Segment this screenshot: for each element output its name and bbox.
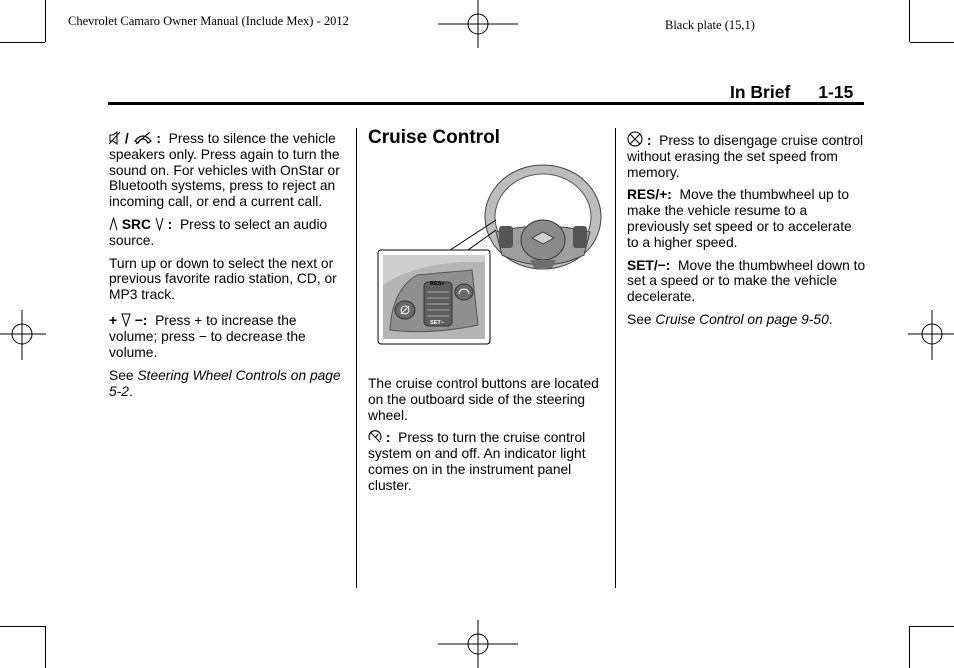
res-description: Move the thumbwheel up to make the vehicle resume to a previously set speed or to accelerate to a higher speed.	[627, 187, 852, 250]
onoff-description: Press to turn the cruise control system on and off. An indicator light comes on in the instrument panel cluster.	[368, 430, 586, 493]
volume-description: Press + to increase the volume; press − to decrease the volume.	[109, 312, 306, 360]
set-label: SET/−:	[627, 257, 671, 273]
mute-description: Press to silence the vehicle speakers only. Press again to turn the sound on. For vehicles with OnStar or Bluetooth systems, press to reject an incoming call, or end a current call.	[109, 131, 340, 210]
steering-wheel-figure	[372, 160, 604, 370]
steering-wheel-drawing	[485, 165, 601, 269]
turn-paragraph: Turn up or down to select the next or previous favorite radio station, CD, or MP3 track.	[109, 255, 337, 303]
src-label: SRC :	[109, 217, 172, 232]
mute-label: / :	[109, 131, 161, 146]
phone-end-call-icon	[133, 131, 153, 145]
res-paragraph	[627, 187, 867, 250]
figure-res-label: RES+	[430, 281, 445, 287]
see-reference-link[interactable]: Cruise Control on page 9-50	[655, 311, 829, 327]
section-header	[730, 82, 853, 103]
volume-paragraph	[109, 313, 347, 360]
see-reference-link[interactable]: Steering Wheel Controls on page 5-2	[109, 368, 341, 400]
intro-paragraph: The cruise control buttons are located on the outboard side of the steering wheel.	[368, 376, 599, 423]
registration-mark-top	[438, 0, 518, 50]
crop-mark	[910, 42, 954, 43]
column-1	[109, 131, 347, 407]
figure-set-label: SET−	[430, 320, 444, 326]
src-down-arrow-icon	[155, 217, 164, 231]
crop-mark	[0, 626, 45, 627]
page-number: 1-15	[818, 82, 854, 102]
see-reference: See Cruise Control on page 9-50.	[627, 311, 833, 327]
plate-label: Black plate (15,1)	[665, 18, 755, 32]
cancel-label: :	[627, 133, 651, 148]
crop-mark	[45, 0, 46, 42]
onoff-label: :	[368, 430, 390, 445]
registration-mark-right	[908, 310, 954, 360]
cancel-description: Press to disengage cruise control without erasing the set speed from memory.	[627, 133, 864, 180]
res-label: RES/+:	[627, 187, 672, 203]
section-title: In Brief	[730, 82, 791, 102]
column-divider	[356, 128, 357, 588]
header-rule	[108, 102, 864, 105]
src-paragraph	[109, 217, 347, 249]
volume-icon	[121, 313, 131, 327]
column-3	[627, 131, 867, 335]
cruise-cancel-icon	[627, 131, 643, 147]
speaker-mute-icon	[109, 131, 121, 145]
src-description: Press to select an audio source.	[109, 216, 328, 248]
set-paragraph	[627, 258, 867, 305]
crop-mark	[0, 42, 45, 43]
see-reference: See Steering Wheel Controls on page 5-2.	[109, 368, 341, 400]
volume-label: + −:	[109, 312, 148, 328]
src-up-arrow-icon	[109, 217, 118, 231]
doc-title: Chevrolet Camaro Owner Manual (Include Mex) - 2012	[68, 14, 349, 28]
registration-mark-left	[0, 310, 46, 360]
crop-mark	[909, 0, 910, 42]
cruise-onoff-icon	[368, 430, 382, 444]
crop-mark	[909, 626, 910, 668]
crop-mark	[910, 626, 954, 627]
registration-mark-bottom	[438, 620, 518, 668]
cancel-paragraph	[627, 131, 867, 180]
column-divider	[615, 128, 616, 588]
mute-paragraph	[109, 131, 347, 210]
crop-mark	[45, 626, 46, 668]
column-2	[368, 128, 604, 501]
onoff-paragraph	[368, 430, 604, 493]
cruise-control-heading: Cruise Control	[368, 127, 500, 148]
set-description: Move the thumbwheel down to set a speed or to make the vehicle decelerate.	[627, 257, 866, 305]
